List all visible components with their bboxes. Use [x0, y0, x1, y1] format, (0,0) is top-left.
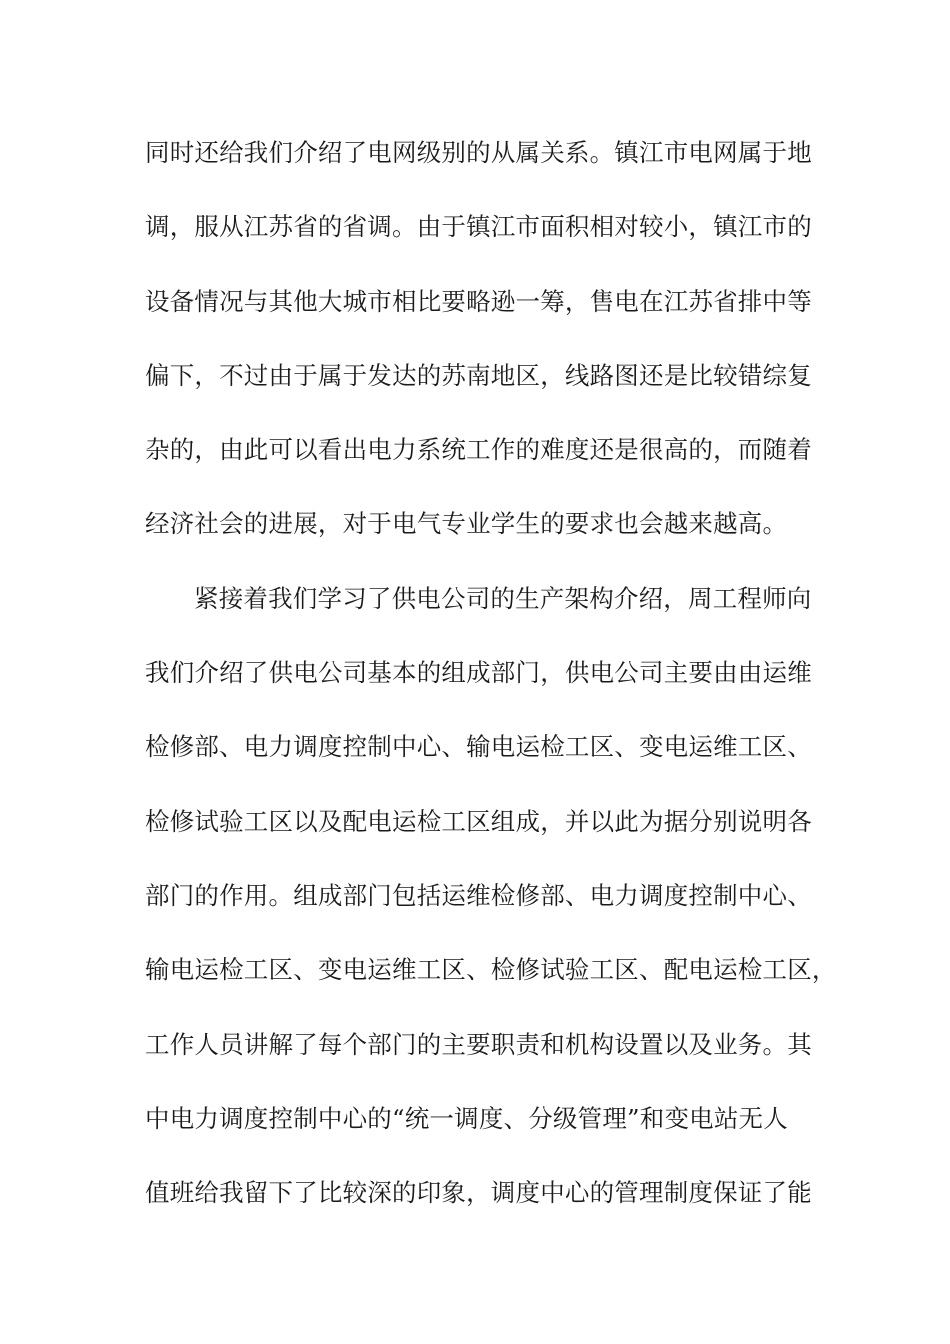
text-line: 工作人员讲解了每个部门的主要职责和机构设置以及业务。其 [145, 1029, 812, 1059]
text-line: 我们介绍了供电公司基本的组成部门，供电公司主要由由运维 [145, 658, 812, 688]
paragraph-start-line: 紧接着我们学习了供电公司的生产架构介绍，周工程师向 [194, 583, 812, 613]
text-line: 经济社会的进展，对于电气专业学生的要求也会越来越高。 [145, 509, 788, 539]
text-line: 设备情况与其他大城市相比要略逊一筹，售电在江苏省排中等 [145, 286, 812, 316]
text-line: 输电运检工区、变电运维工区、检修试验工区、配电运检工区， [145, 955, 837, 985]
text-line: 检修试验工区以及配电运检工区组成，并以此为据分别说明各 [145, 806, 812, 836]
text-line: 中电力调度控制中心的“统一调度、分级管理”和变电站无人 [145, 1103, 788, 1133]
text-line: 杂的，由此可以看出电力系统工作的难度还是很高的，而随着 [145, 435, 812, 465]
text-line: 同时还给我们介绍了电网级别的从属关系。镇江市电网属于地 [145, 138, 812, 167]
body-text [145, 133, 837, 1247]
text-line: 调，服从江苏省的省调。由于镇江市面积相对较小，镇江市的 [145, 212, 812, 242]
text-line: 偏下，不过由于属于发达的苏南地区，线路图还是比较错综复 [145, 360, 812, 390]
text-line: 值班给我留下了比较深的印象，调度中心的管理制度保证了能 [145, 1178, 812, 1208]
text-line: 检修部、电力调度控制中心、输电运检工区、变电运维工区、 [145, 732, 812, 762]
text-line: 部门的作用。组成部门包括运维检修部、电力调度控制中心、 [145, 880, 812, 910]
